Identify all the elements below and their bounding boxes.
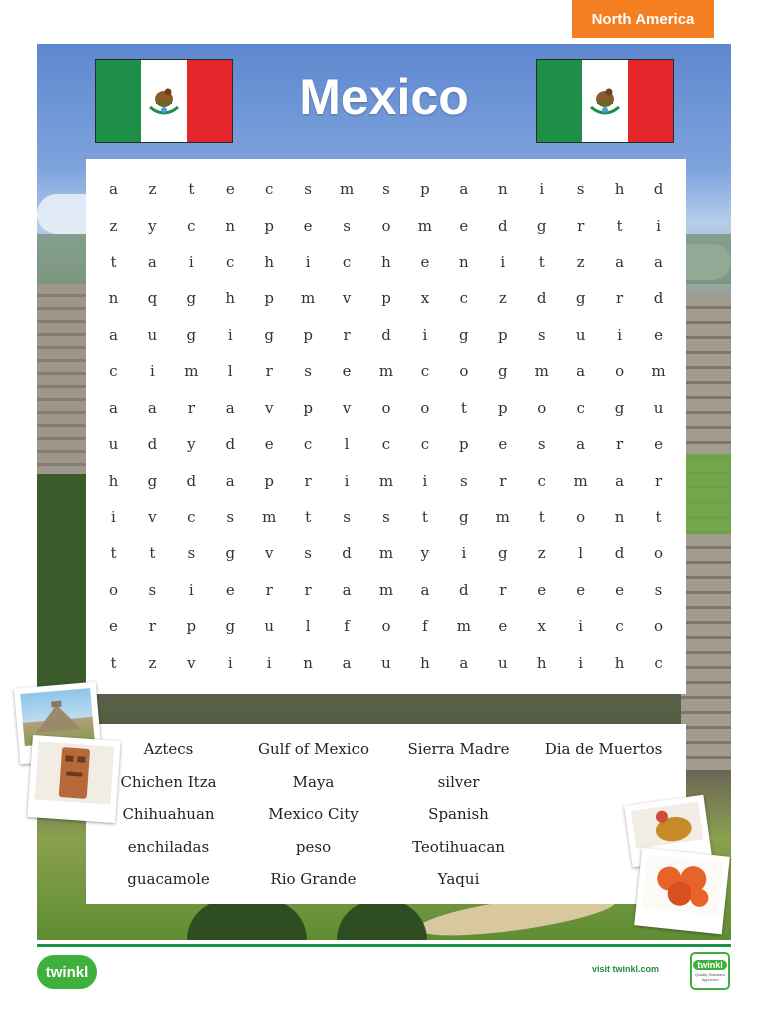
grid-letter[interactable]: s bbox=[304, 362, 312, 381]
bush bbox=[187, 900, 307, 940]
grid-letter[interactable]: c bbox=[303, 435, 313, 454]
grass-patch bbox=[683, 454, 731, 534]
grid-letter[interactable]: t bbox=[110, 253, 117, 272]
grid-letter[interactable]: i bbox=[227, 325, 233, 344]
grid-letter[interactable]: y bbox=[187, 435, 196, 454]
grid-letter[interactable]: a bbox=[108, 180, 118, 199]
grid-letter[interactable]: o bbox=[459, 362, 469, 381]
grid-letter[interactable]: a bbox=[576, 362, 586, 381]
grid-letter[interactable]: g bbox=[497, 362, 508, 381]
grid-letter[interactable]: v bbox=[264, 398, 274, 417]
grid-letter[interactable]: a bbox=[108, 398, 118, 417]
grid-letter[interactable]: e bbox=[615, 580, 625, 599]
grid-letter[interactable]: d bbox=[186, 471, 197, 490]
grid-letter[interactable]: v bbox=[264, 544, 274, 563]
grid-letter[interactable]: h bbox=[108, 471, 119, 490]
grid-letter[interactable]: a bbox=[615, 471, 625, 490]
grid-letter[interactable]: c bbox=[459, 289, 469, 308]
grid-letter[interactable]: q bbox=[147, 289, 158, 308]
grid-letter[interactable]: r bbox=[343, 325, 351, 344]
word-item: Maya bbox=[292, 772, 335, 791]
grid-letter[interactable]: t bbox=[188, 180, 195, 199]
grid-letter[interactable]: t bbox=[305, 508, 312, 527]
grid-letter[interactable]: a bbox=[342, 580, 352, 599]
grid-letter[interactable]: o bbox=[381, 398, 391, 417]
grid-letter[interactable]: v bbox=[187, 653, 196, 672]
grid-letter[interactable]: d bbox=[342, 544, 352, 563]
word-list-panel bbox=[86, 724, 686, 904]
grid-letter[interactable]: r bbox=[616, 289, 624, 308]
grid-letter[interactable]: u bbox=[575, 325, 586, 344]
grid-letter[interactable]: v bbox=[342, 398, 352, 417]
grid-letter[interactable]: m bbox=[456, 617, 471, 636]
grid-letter[interactable]: g bbox=[186, 325, 197, 344]
grid-letter[interactable]: m bbox=[495, 508, 510, 527]
word-item: Sierra Madre bbox=[407, 740, 510, 758]
grid-letter[interactable]: t bbox=[421, 508, 428, 527]
grid-letter[interactable]: p bbox=[459, 435, 469, 454]
grid-letter[interactable]: d bbox=[147, 435, 158, 454]
grid-letter[interactable]: f bbox=[344, 617, 350, 636]
grid-letter[interactable]: h bbox=[264, 253, 275, 272]
grid-letter[interactable]: i bbox=[149, 362, 155, 381]
quality-badge-icon bbox=[690, 952, 730, 990]
word-item: Teotihuacan bbox=[412, 837, 505, 856]
grid-letter[interactable]: i bbox=[188, 580, 194, 599]
grid-letter[interactable]: s bbox=[382, 180, 390, 199]
grid-letter[interactable]: e bbox=[109, 617, 118, 636]
grid-letter[interactable]: c bbox=[576, 398, 585, 417]
grid-letter[interactable]: h bbox=[381, 253, 391, 272]
mexico-flag-icon bbox=[536, 59, 674, 143]
grid-letter[interactable]: c bbox=[187, 216, 196, 235]
grid-letter[interactable]: d bbox=[653, 180, 664, 199]
grid-letter[interactable]: a bbox=[147, 398, 157, 417]
grid-letter[interactable]: s bbox=[148, 580, 157, 599]
grid-letter[interactable]: e bbox=[498, 617, 508, 636]
grid-letter[interactable]: r bbox=[577, 216, 585, 235]
footer-divider bbox=[37, 944, 731, 947]
grid-letter[interactable]: p bbox=[264, 216, 274, 235]
grid-letter[interactable]: u bbox=[147, 325, 158, 344]
grid-letter[interactable]: h bbox=[536, 653, 547, 672]
grid-letter[interactable]: p bbox=[186, 617, 197, 636]
grid-letter[interactable]: s bbox=[460, 471, 468, 490]
grid-letter[interactable]: m bbox=[262, 508, 277, 527]
grid-letter[interactable]: v bbox=[148, 508, 157, 527]
grid-letter[interactable]: t bbox=[655, 508, 662, 527]
grid-letter[interactable]: p bbox=[497, 398, 508, 417]
grid-letter[interactable]: c bbox=[226, 253, 235, 272]
word-item: Rio Grande bbox=[270, 870, 357, 888]
marigold-icon bbox=[642, 854, 723, 916]
badge-text: Quality Standard Approved bbox=[695, 972, 725, 982]
grid-letter[interactable]: r bbox=[654, 471, 663, 490]
grid-letter[interactable]: g bbox=[614, 398, 625, 417]
grid-letter[interactable]: h bbox=[225, 289, 236, 308]
grid-letter[interactable]: d bbox=[381, 325, 391, 344]
grid-letter[interactable]: a bbox=[420, 580, 430, 599]
grid-letter[interactable]: e bbox=[576, 580, 586, 599]
grid-letter[interactable]: g bbox=[264, 325, 274, 344]
grid-letter[interactable]: g bbox=[459, 325, 469, 344]
grid-letter[interactable]: z bbox=[109, 216, 118, 235]
grid-letter[interactable]: c bbox=[420, 435, 430, 454]
grid-letter[interactable]: c bbox=[381, 435, 391, 454]
grid-letter[interactable]: m bbox=[378, 580, 394, 599]
grid-letter[interactable]: i bbox=[461, 544, 467, 563]
grid-letter[interactable]: e bbox=[498, 435, 508, 454]
letter-grid bbox=[94, 171, 678, 681]
grid-letter[interactable]: m bbox=[378, 544, 394, 563]
grid-letter[interactable]: o bbox=[537, 398, 547, 417]
grid-letter[interactable]: i bbox=[500, 253, 506, 272]
grid-letter[interactable]: i bbox=[539, 180, 545, 199]
word-item: enchiladas bbox=[127, 837, 210, 856]
grid-letter[interactable]: n bbox=[459, 253, 469, 272]
dancer-icon bbox=[631, 802, 704, 849]
grid-letter[interactable]: c bbox=[615, 617, 624, 636]
grid-letter[interactable]: s bbox=[226, 508, 235, 527]
grid-letter[interactable]: i bbox=[266, 653, 272, 672]
grid-letter[interactable]: c bbox=[654, 653, 663, 672]
grid-letter[interactable]: g bbox=[147, 471, 158, 490]
grid-letter[interactable]: r bbox=[304, 580, 312, 599]
eagle-emblem-icon bbox=[585, 83, 625, 119]
grid-letter[interactable]: s bbox=[343, 216, 351, 235]
grid-letter[interactable]: s bbox=[382, 508, 390, 527]
visit-link[interactable]: visit twinkl.com bbox=[592, 964, 660, 974]
grid-letter[interactable]: p bbox=[497, 325, 508, 344]
grid-letter[interactable]: a bbox=[342, 653, 352, 672]
grid-letter[interactable]: m bbox=[378, 362, 394, 381]
grid-letter[interactable]: t bbox=[110, 544, 117, 563]
grid-letter[interactable]: i bbox=[578, 617, 584, 636]
grid-letter[interactable]: e bbox=[264, 435, 274, 454]
grid-letter[interactable]: u bbox=[108, 435, 119, 454]
grid-letter[interactable]: e bbox=[654, 435, 663, 454]
grid-letter[interactable]: t bbox=[616, 216, 623, 235]
grid-letter[interactable]: c bbox=[420, 362, 430, 381]
grid-letter[interactable]: p bbox=[381, 289, 391, 308]
grid-letter[interactable]: e bbox=[225, 580, 235, 599]
grid-letter[interactable]: a bbox=[654, 253, 663, 272]
grid-letter[interactable]: a bbox=[225, 398, 235, 417]
grid-letter[interactable]: o bbox=[615, 362, 625, 381]
grid-letter[interactable]: e bbox=[342, 362, 352, 381]
grid-letter[interactable]: e bbox=[420, 253, 430, 272]
grid-letter[interactable]: e bbox=[303, 216, 313, 235]
grid-letter[interactable]: t bbox=[460, 398, 467, 417]
grid-letter[interactable]: d bbox=[459, 580, 469, 599]
grid-letter[interactable]: n bbox=[108, 289, 119, 308]
grid-letter[interactable]: n bbox=[497, 180, 508, 199]
word-item: Mexico City bbox=[268, 805, 359, 823]
grid-letter[interactable]: d bbox=[653, 289, 664, 308]
grid-letter[interactable]: s bbox=[576, 180, 585, 199]
word-item bbox=[531, 771, 676, 794]
ruins-right bbox=[681, 294, 731, 774]
grid-letter[interactable]: m bbox=[417, 216, 433, 235]
grid-letter[interactable]: d bbox=[225, 435, 236, 454]
grid-letter[interactable]: g bbox=[497, 544, 508, 563]
word-item: Chihuahuan bbox=[122, 805, 215, 823]
grid-letter[interactable]: o bbox=[381, 617, 391, 636]
totem-photo bbox=[27, 735, 121, 823]
grid-letter[interactable]: s bbox=[537, 325, 546, 344]
grid-letter[interactable]: y bbox=[148, 216, 157, 235]
grid-letter[interactable]: d bbox=[497, 216, 508, 235]
grid-letter[interactable]: i bbox=[617, 325, 622, 344]
grid-letter[interactable]: o bbox=[381, 216, 391, 235]
grid-letter[interactable]: c bbox=[264, 180, 274, 199]
grid-letter[interactable]: g bbox=[225, 544, 236, 563]
page-title: Mexico bbox=[299, 69, 469, 125]
carving-icon bbox=[34, 741, 114, 804]
grid-letter[interactable]: u bbox=[653, 398, 664, 417]
grid-letter[interactable]: z bbox=[498, 289, 507, 308]
grid-letter[interactable]: u bbox=[381, 653, 391, 672]
grid-letter[interactable]: p bbox=[420, 180, 430, 199]
grid-letter[interactable]: z bbox=[148, 180, 157, 199]
grid-letter[interactable]: p bbox=[303, 398, 313, 417]
grid-letter[interactable]: p bbox=[264, 289, 274, 308]
word-item: Aztecs bbox=[143, 740, 194, 758]
grid-letter[interactable]: r bbox=[148, 617, 156, 636]
grid-letter[interactable]: d bbox=[536, 289, 547, 308]
word-list bbox=[96, 738, 676, 891]
grid-letter[interactable]: c bbox=[342, 253, 352, 272]
grid-letter[interactable]: o bbox=[420, 398, 430, 417]
grid-letter[interactable]: l bbox=[344, 435, 350, 454]
grid-letter[interactable]: t bbox=[149, 544, 156, 563]
grid-letter[interactable]: n bbox=[225, 216, 236, 235]
word-item: Dia de Muertos bbox=[544, 740, 663, 758]
grid-letter[interactable]: l bbox=[227, 362, 233, 381]
word-item: peso bbox=[295, 837, 332, 856]
grid-letter[interactable]: g bbox=[459, 508, 469, 527]
grid-letter[interactable]: s bbox=[304, 544, 312, 563]
grid-letter[interactable]: o bbox=[654, 617, 664, 636]
grid-letter[interactable]: m bbox=[573, 471, 588, 490]
grid-letter[interactable]: r bbox=[265, 580, 273, 599]
grid-letter[interactable]: z bbox=[148, 653, 157, 672]
grid-letter[interactable]: m bbox=[339, 180, 355, 199]
grid-letter[interactable]: r bbox=[616, 435, 624, 454]
region-tag: North America bbox=[572, 0, 714, 38]
grid-letter[interactable]: a bbox=[615, 253, 625, 272]
grid-letter[interactable]: e bbox=[654, 325, 663, 344]
grid-letter[interactable]: r bbox=[304, 471, 312, 490]
grid-letter[interactable]: i bbox=[422, 325, 428, 344]
grid-letter[interactable]: h bbox=[420, 653, 430, 672]
grid-letter[interactable]: i bbox=[344, 471, 350, 490]
grid-letter[interactable]: v bbox=[342, 289, 352, 308]
grid-letter[interactable]: e bbox=[459, 216, 469, 235]
grid-letter[interactable]: s bbox=[654, 580, 663, 599]
twinkl-logo-icon[interactable]: twinkl bbox=[37, 955, 97, 989]
grid-letter[interactable]: a bbox=[108, 325, 118, 344]
grid-letter[interactable]: p bbox=[264, 471, 274, 490]
grid-letter[interactable]: r bbox=[187, 398, 195, 417]
grid-letter[interactable]: s bbox=[187, 544, 196, 563]
word-item: Spanish bbox=[428, 805, 489, 823]
grid-letter[interactable]: d bbox=[614, 544, 625, 563]
word-item: guacamole bbox=[127, 870, 210, 888]
grid-letter[interactable]: m bbox=[184, 362, 199, 381]
grid-letter[interactable]: c bbox=[537, 471, 546, 490]
grid-letter[interactable]: o bbox=[108, 580, 118, 599]
grid-letter[interactable]: i bbox=[227, 653, 233, 672]
badge-logo: twinkl bbox=[693, 960, 727, 970]
marigold-photo bbox=[634, 848, 730, 935]
grid-letter[interactable]: i bbox=[305, 253, 311, 272]
grid-letter[interactable]: u bbox=[264, 617, 275, 636]
grid-letter[interactable]: x bbox=[420, 289, 430, 308]
grid-letter[interactable]: i bbox=[578, 653, 584, 672]
grid-letter[interactable]: a bbox=[459, 653, 469, 672]
grid-letter[interactable]: r bbox=[265, 362, 273, 381]
grid-letter[interactable]: g bbox=[536, 216, 547, 235]
grid-letter[interactable]: s bbox=[343, 508, 351, 527]
grid-letter[interactable]: m bbox=[534, 362, 549, 381]
grid-letter[interactable]: n bbox=[614, 508, 625, 527]
grid-letter[interactable]: m bbox=[378, 471, 394, 490]
grid-letter[interactable]: i bbox=[422, 471, 428, 490]
grid-letter[interactable]: a bbox=[459, 180, 469, 199]
grid-letter[interactable]: h bbox=[614, 180, 625, 199]
word-item: Chichen Itza bbox=[120, 772, 217, 791]
grid-letter[interactable]: l bbox=[578, 544, 584, 563]
grid-letter[interactable]: n bbox=[303, 653, 313, 672]
grid-letter[interactable]: m bbox=[651, 362, 666, 381]
grid-letter[interactable]: g bbox=[575, 289, 586, 308]
grid-letter[interactable]: m bbox=[301, 289, 316, 308]
grid-letter[interactable]: x bbox=[537, 617, 546, 636]
grid-letter[interactable]: e bbox=[537, 580, 547, 599]
grid-letter[interactable]: f bbox=[422, 617, 428, 636]
grid-letter[interactable]: r bbox=[499, 471, 507, 490]
word-item: silver bbox=[437, 772, 480, 791]
grid-letter[interactable]: g bbox=[225, 617, 236, 636]
grid-letter[interactable]: p bbox=[303, 325, 313, 344]
word-search-panel bbox=[86, 159, 686, 694]
grid-letter[interactable]: r bbox=[499, 580, 507, 599]
grid-letter[interactable]: z bbox=[576, 253, 585, 272]
word-item: Gulf of Mexico bbox=[257, 740, 370, 758]
grid-letter[interactable]: c bbox=[187, 508, 196, 527]
trees-left bbox=[37, 474, 93, 714]
grid-letter[interactable]: z bbox=[537, 544, 546, 563]
grid-letter[interactable]: h bbox=[614, 653, 625, 672]
grid-letter[interactable]: i bbox=[656, 216, 661, 235]
grid-letter[interactable]: i bbox=[111, 508, 116, 527]
grid-letter[interactable]: i bbox=[188, 253, 194, 272]
grid-letter[interactable]: s bbox=[304, 180, 312, 199]
grid-letter[interactable]: t bbox=[538, 508, 545, 527]
grid-letter[interactable]: y bbox=[420, 544, 430, 563]
grid-letter[interactable]: o bbox=[576, 508, 586, 527]
grid-letter[interactable]: t bbox=[538, 253, 545, 272]
grid-letter[interactable]: a bbox=[225, 471, 235, 490]
grid-letter[interactable]: o bbox=[654, 544, 664, 563]
grid-letter[interactable]: t bbox=[110, 653, 117, 672]
grid-letter[interactable]: u bbox=[497, 653, 508, 672]
word-item: Yaqui bbox=[437, 870, 480, 888]
grid-letter[interactable]: l bbox=[305, 617, 311, 636]
grid-letter[interactable]: a bbox=[147, 253, 157, 272]
grid-letter[interactable]: c bbox=[109, 362, 118, 381]
grid-letter[interactable]: s bbox=[537, 435, 546, 454]
grid-letter[interactable]: e bbox=[225, 180, 235, 199]
grid-letter[interactable]: g bbox=[186, 289, 197, 308]
grid-letter[interactable]: a bbox=[576, 435, 586, 454]
